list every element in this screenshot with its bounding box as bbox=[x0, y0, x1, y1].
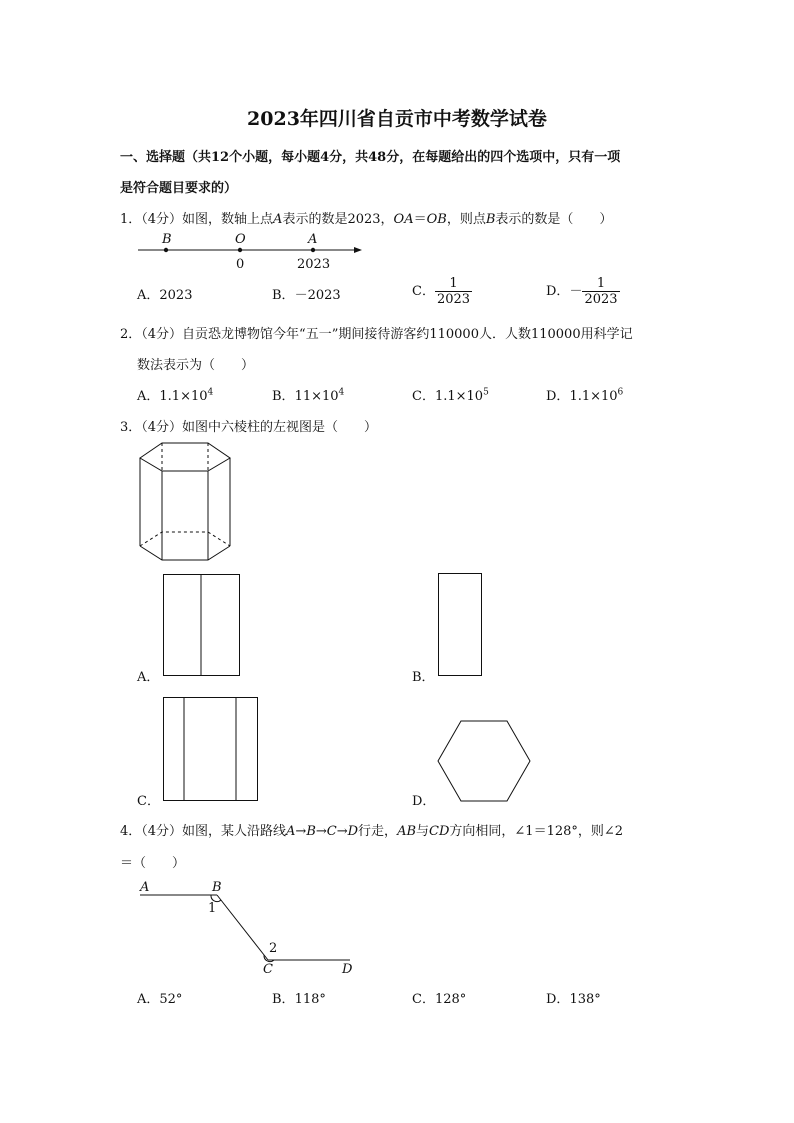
q2-option-d[interactable]: D．$1.1\times 10^6$ bbox=[546, 387, 624, 404]
q2-option-c[interactable]: C．$1.1\times 10^5$ bbox=[412, 387, 489, 404]
point-O bbox=[238, 248, 242, 252]
question-2-line2: 数法表示为（ ） bbox=[137, 358, 255, 373]
point-A bbox=[311, 248, 315, 252]
q4-option-d[interactable]: D．138° bbox=[546, 992, 601, 1007]
q3-option-d[interactable]: D． bbox=[412, 794, 436, 809]
q2-option-b[interactable]: B．$11\times 10^4$ bbox=[272, 387, 345, 404]
angle-1-label: 1 bbox=[208, 901, 217, 916]
label-A: A bbox=[308, 232, 318, 247]
q3-option-b[interactable]: B． bbox=[412, 670, 435, 685]
q3-option-a[interactable]: A． bbox=[137, 670, 160, 685]
tick-label-2023: 2023 bbox=[297, 257, 331, 272]
q3-option-c[interactable]: C． bbox=[137, 794, 160, 809]
question-4-line2: ＝（ ） bbox=[120, 856, 186, 871]
q2-option-a[interactable]: A．$1.1\times 10^4$ bbox=[137, 387, 214, 404]
route-figure bbox=[136, 876, 366, 980]
q3-option-c-figure bbox=[163, 697, 259, 802]
q4-option-b[interactable]: B．118° bbox=[272, 992, 326, 1007]
label-A: A bbox=[140, 880, 150, 895]
page-title: 2023年四川省自贡市中考数学试卷 bbox=[247, 108, 547, 130]
question-2-line1: 2．（4分）自贡恐龙博物馆今年“五一”期间接待游客约110000人．人数110000用科学记 bbox=[120, 327, 633, 342]
section-header-line2: 是符合题目要求的） bbox=[120, 181, 238, 196]
q4-option-a[interactable]: A．52° bbox=[137, 992, 183, 1007]
question-1-text: 1．（4分）如图，数轴上点A表示的数是2023，OA＝OB，则点B表示的数是（ ） bbox=[120, 212, 613, 227]
label-B: B bbox=[162, 232, 172, 247]
q3-option-a-figure bbox=[163, 574, 241, 677]
fraction: $\frac{1}{2023}$ bbox=[584, 276, 618, 307]
number-line-figure bbox=[136, 228, 366, 274]
angle-2-label: 2 bbox=[269, 941, 278, 956]
q1-option-b[interactable]: B．－2023 bbox=[272, 288, 341, 303]
question-4-line1: 4．（4分）如图，某人沿路线A→B→C→D行走，AB与CD方向相同，∠1＝128°，则∠2 bbox=[120, 824, 624, 839]
q4-option-c[interactable]: C．128° bbox=[412, 992, 467, 1007]
hexagonal-prism-figure bbox=[136, 440, 236, 566]
q1-option-a[interactable]: A．2023 bbox=[137, 288, 193, 303]
label-O: O bbox=[235, 232, 246, 247]
question-3-text: 3．（4分）如图中六棱柱的左视图是（ ） bbox=[120, 420, 378, 435]
fraction: $\frac{1}{2023}$ bbox=[436, 276, 471, 307]
tick-label-0: 0 bbox=[236, 257, 245, 272]
label-D: D bbox=[342, 962, 353, 977]
section-header-line1: 一、选择题（共12个小题，每小题4分，共48分，在每题给出的四个选项中，只有一项 bbox=[120, 150, 621, 165]
q3-option-b-figure bbox=[438, 573, 483, 677]
label-B: B bbox=[212, 880, 222, 895]
q1-option-c[interactable]: C． $\frac{1}{2023}$ bbox=[412, 276, 471, 307]
point-B bbox=[164, 248, 168, 252]
label-C: C bbox=[263, 962, 273, 977]
q3-option-d-figure bbox=[437, 720, 533, 804]
q1-option-d[interactable]: D．－ $\frac{1}{2023}$ bbox=[546, 276, 618, 307]
